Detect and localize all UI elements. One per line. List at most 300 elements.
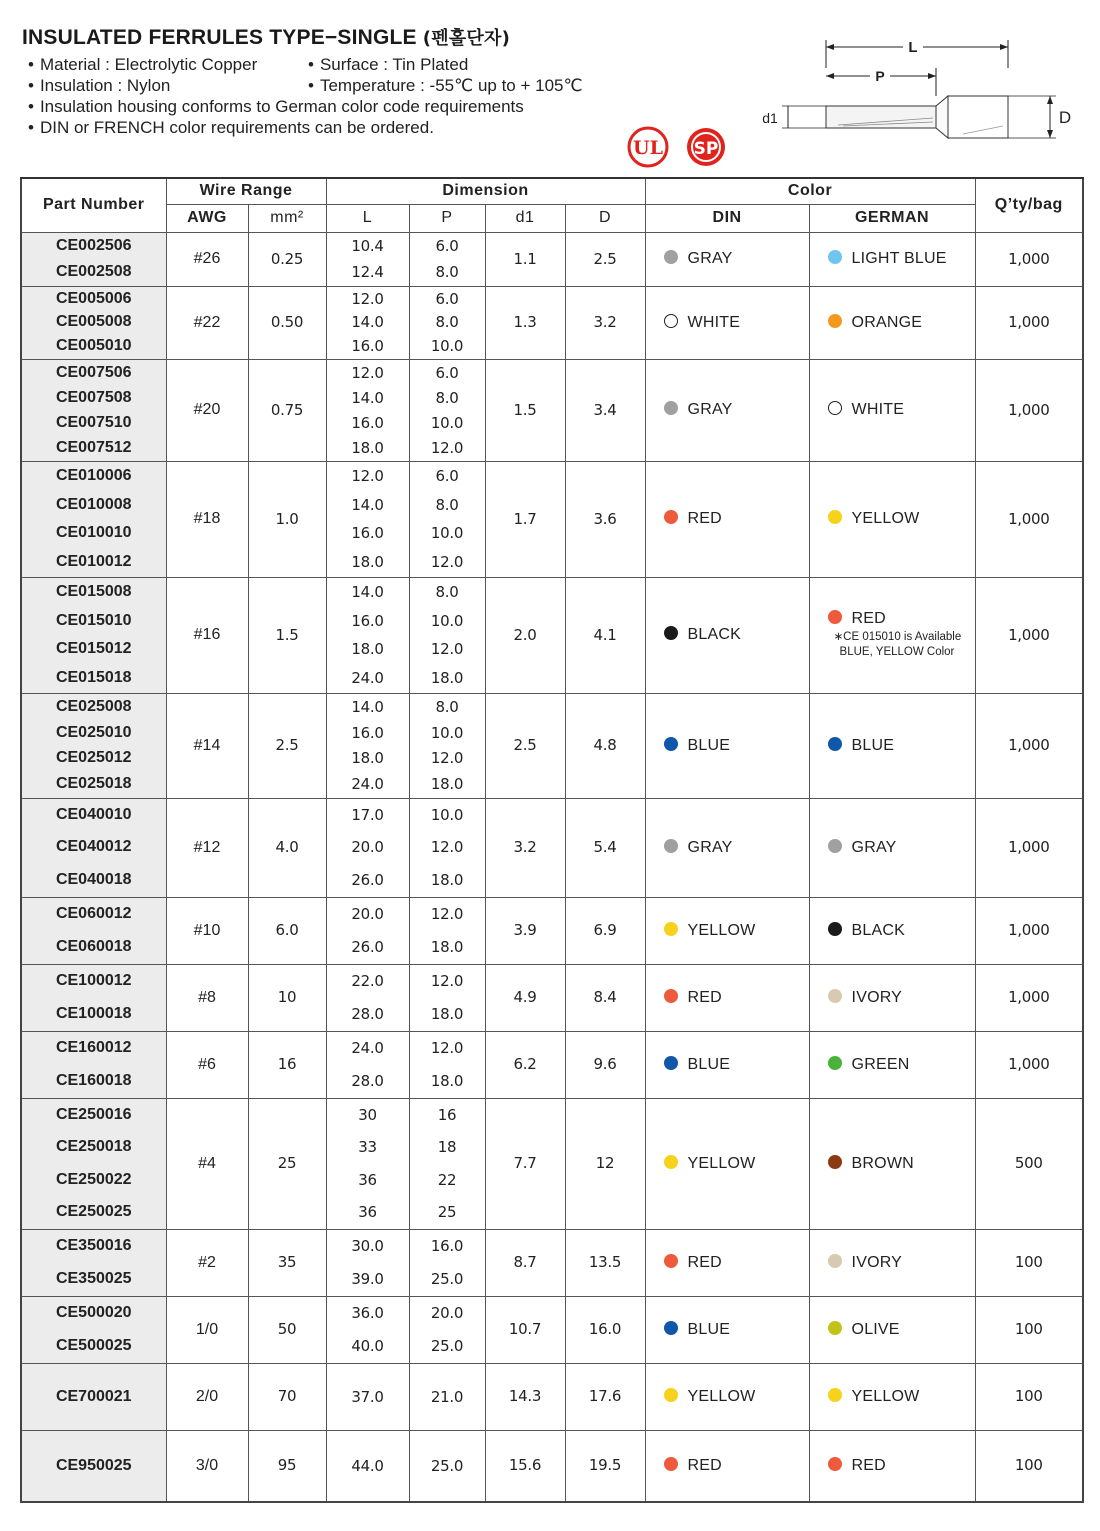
part-number: CE700021 — [55, 1387, 132, 1405]
awg-cell — [166, 1296, 248, 1363]
header-wire-range: Wire Range — [166, 178, 326, 204]
table-row — [21, 1098, 1083, 1229]
dim-D-cell-value: 16.0 — [588, 1320, 622, 1338]
german-color-name: GRAY — [851, 838, 897, 856]
dim-P-cell — [409, 897, 485, 964]
qty-cell — [975, 1031, 1083, 1098]
awg-cell — [166, 232, 248, 286]
awg-cell-value: #22 — [193, 313, 221, 331]
dim-P: 10.0 — [430, 611, 464, 630]
dim-D-cell-value: 5.4 — [593, 838, 617, 856]
dim-P: 6.0 — [435, 289, 459, 308]
part-number: CE005010 — [55, 337, 132, 355]
dim-d1-cell — [485, 964, 565, 1031]
dim-d1-cell — [485, 798, 565, 897]
ul-logo-text: UL — [633, 137, 663, 159]
awg-cell-value: #6 — [198, 1055, 216, 1073]
mm2-cell — [248, 461, 326, 577]
mm2-cell — [248, 577, 326, 693]
part-number-cell — [21, 964, 166, 1031]
part-number: CE350016 — [55, 1237, 132, 1255]
mm2-cell — [248, 1363, 326, 1430]
ferrule-spec-table — [20, 177, 1084, 1503]
german-color-cell — [809, 1229, 975, 1296]
dim-L: 16.0 — [351, 337, 384, 356]
part-number: CE005008 — [55, 313, 132, 331]
awg-cell — [166, 1363, 248, 1430]
part-number: CE002508 — [55, 263, 132, 280]
german-color-name: BLUE — [851, 736, 895, 754]
german-color-name: GREEN — [851, 1055, 910, 1073]
mm2-cell — [248, 1296, 326, 1363]
qty-cell-value: 1,000 — [1008, 625, 1050, 644]
german-color-cell — [809, 232, 975, 286]
mm2-cell — [248, 1031, 326, 1098]
dim-P: 25.0 — [430, 1336, 464, 1355]
german-color-name: ORANGE — [851, 313, 923, 331]
header-dimension: Dimension — [326, 178, 645, 204]
part-number-cell — [21, 1296, 166, 1363]
dim-D-cell-value: 13.5 — [588, 1253, 622, 1271]
dim-P-cell — [409, 1296, 485, 1363]
color-dot-icon — [664, 839, 678, 853]
qty-cell — [975, 286, 1083, 359]
dim-D-cell-value: 3.6 — [593, 509, 617, 528]
dim-P-cell — [409, 1031, 485, 1098]
dim-D-cell — [565, 1363, 645, 1430]
part-number: CE025012 — [55, 749, 132, 767]
dim-d1-cell-value: 10.7 — [508, 1320, 542, 1338]
dim-L: 40.0 — [351, 1336, 384, 1355]
dim-d1-cell — [485, 461, 565, 577]
dim-P: 18.0 — [430, 937, 464, 956]
ferrule-dimension-diagram — [758, 38, 1078, 148]
qty-cell-value: 1,000 — [1008, 838, 1050, 856]
din-color-name: YELLOW — [687, 1387, 756, 1405]
table-row — [21, 461, 1083, 577]
header-mm2: mm² — [248, 204, 326, 232]
dim-L: 14.0 — [351, 388, 384, 407]
part-number: CE040010 — [55, 806, 132, 824]
mm2-cell-value: 6.0 — [275, 921, 299, 939]
dim-P: 12.0 — [430, 838, 464, 857]
dim-L: 28.0 — [351, 1004, 384, 1023]
qty-cell — [975, 1363, 1083, 1430]
mm2-cell — [248, 1430, 326, 1502]
dim-P: 18.0 — [430, 668, 464, 687]
dim-L-label: L — [908, 39, 918, 56]
dim-L: 18.0 — [351, 438, 384, 457]
dim-d1-cell-value: 7.7 — [513, 1154, 537, 1172]
table-body — [21, 232, 1083, 1502]
qty-cell-value: 500 — [1014, 1154, 1043, 1172]
awg-cell-value: #4 — [198, 1154, 216, 1172]
mm2-cell — [248, 1229, 326, 1296]
dim-P: 10.0 — [430, 413, 464, 432]
din-color-name: RED — [687, 988, 722, 1006]
part-number-cell — [21, 693, 166, 798]
din-color-name: BLUE — [687, 1055, 731, 1073]
dim-L: 16.0 — [351, 413, 384, 432]
qty-cell-value: 1,000 — [1008, 988, 1050, 1006]
dim-P: 25.0 — [430, 1456, 464, 1475]
dim-L-cell — [326, 577, 409, 693]
qty-cell-value: 1,000 — [1008, 400, 1050, 419]
ul-logo-icon — [626, 125, 670, 169]
dim-P: 18 — [437, 1138, 457, 1157]
qty-cell-value: 1,000 — [1008, 1055, 1050, 1073]
mm2-cell-value: 0.25 — [270, 249, 304, 268]
dim-D-cell — [565, 577, 645, 693]
german-color-note-2: BLUE, YELLOW Color — [839, 646, 955, 658]
dim-P-cell — [409, 461, 485, 577]
dim-L: 30.0 — [351, 1237, 384, 1256]
dim-L: 14.0 — [351, 495, 384, 514]
dim-P: 12.0 — [430, 552, 464, 571]
awg-cell-value: #12 — [193, 838, 221, 856]
table-row — [21, 964, 1083, 1031]
header-part-number: Part Number — [21, 178, 166, 232]
din-color-cell — [645, 1031, 809, 1098]
color-dot-icon — [828, 1254, 842, 1268]
german-color-cell — [809, 1430, 975, 1502]
dim-L-cell — [326, 232, 409, 286]
awg-cell-value: 2/0 — [195, 1387, 219, 1405]
dim-L: 36 — [358, 1202, 377, 1221]
part-number: CE015010 — [55, 611, 132, 629]
color-dot-icon — [828, 839, 842, 853]
dim-L: 26.0 — [351, 870, 384, 889]
mm2-cell-value: 1.0 — [275, 509, 299, 528]
din-color-cell — [645, 897, 809, 964]
dim-P: 12.0 — [430, 749, 464, 768]
german-color-name: IVORY — [851, 988, 903, 1006]
mm2-cell-value: 0.75 — [270, 400, 304, 419]
mm2-cell — [248, 359, 326, 461]
din-color-name: RED — [687, 1456, 722, 1474]
german-color-name: BROWN — [851, 1154, 914, 1172]
part-number: CE007510 — [55, 413, 132, 431]
part-number: CE500025 — [55, 1336, 132, 1354]
color-dot-icon — [664, 989, 678, 1003]
mm2-cell — [248, 693, 326, 798]
din-color-cell — [645, 1229, 809, 1296]
dim-P: 20.0 — [430, 1304, 464, 1323]
dim-P: 8.0 — [435, 697, 459, 716]
dim-L: 16.0 — [351, 723, 384, 742]
qty-cell-value: 100 — [1014, 1387, 1043, 1405]
din-color-name: GRAY — [687, 250, 733, 267]
mm2-cell-value: 10 — [277, 988, 297, 1006]
mm2-cell-value: 35 — [277, 1253, 297, 1271]
dim-P: 10.0 — [430, 524, 464, 543]
dim-P: 10.0 — [430, 806, 464, 825]
mm2-cell-value: 1.5 — [275, 625, 299, 644]
dim-L-cell — [326, 359, 409, 461]
dim-P: 25.0 — [430, 1269, 464, 1288]
part-number: CE160018 — [55, 1071, 132, 1089]
part-number-cell — [21, 577, 166, 693]
dim-d1-cell — [485, 577, 565, 693]
dim-P-cell — [409, 1098, 485, 1229]
dim-L: 20.0 — [351, 905, 384, 924]
mm2-cell-value: 0.50 — [270, 313, 304, 331]
dim-d1-cell — [485, 897, 565, 964]
table-row — [21, 286, 1083, 359]
mm2-cell-value: 25 — [277, 1154, 297, 1172]
color-dot-icon — [828, 737, 842, 751]
dim-d1-cell-value: 3.2 — [513, 838, 537, 856]
table-row — [21, 577, 1083, 693]
color-dot-icon — [828, 1457, 842, 1471]
part-number-cell — [21, 1229, 166, 1296]
dim-D-cell — [565, 1031, 645, 1098]
dim-L: 24.0 — [351, 668, 384, 687]
table-row — [21, 1296, 1083, 1363]
dim-d1-cell-value: 1.3 — [513, 313, 537, 331]
dim-L: 33 — [358, 1138, 377, 1157]
dim-L: 22.0 — [351, 972, 384, 991]
dim-P: 12.0 — [430, 972, 464, 991]
din-color-name: RED — [687, 510, 722, 527]
part-number: CE025010 — [55, 723, 132, 741]
dim-L: 30 — [358, 1106, 377, 1125]
german-color-name: IVORY — [851, 1253, 903, 1271]
dim-D-cell — [565, 286, 645, 359]
part-number: CE100018 — [55, 1004, 132, 1022]
part-number: CE015012 — [55, 640, 132, 658]
dim-P: 18.0 — [430, 870, 464, 889]
color-dot-icon — [828, 314, 842, 328]
color-dot-icon — [664, 250, 678, 264]
dim-P: 10.0 — [430, 337, 464, 356]
dim-L: 37.0 — [351, 1387, 384, 1406]
dim-P: 22 — [437, 1170, 457, 1189]
din-color-cell — [645, 964, 809, 1031]
dim-L: 36.0 — [351, 1304, 384, 1323]
dim-d1-cell-value: 8.7 — [513, 1253, 537, 1271]
dim-L-cell — [326, 461, 409, 577]
header-din: DIN — [645, 204, 809, 232]
dim-P-cell — [409, 232, 485, 286]
part-number: CE100012 — [55, 972, 132, 990]
dim-L-cell — [326, 798, 409, 897]
color-dot-icon — [828, 250, 842, 264]
qty-cell — [975, 359, 1083, 461]
color-dot-icon — [828, 401, 842, 415]
mm2-cell — [248, 897, 326, 964]
dim-P: 8.0 — [435, 313, 459, 332]
din-color-name: YELLOW — [687, 921, 756, 939]
awg-cell — [166, 1098, 248, 1229]
dim-d1-cell — [485, 1031, 565, 1098]
spec-housing: • Insulation housing conforms to German color code requirements — [28, 96, 524, 117]
german-color-cell — [809, 897, 975, 964]
dim-d1-cell — [485, 1229, 565, 1296]
dim-P: 18.0 — [430, 775, 464, 794]
awg-cell — [166, 1430, 248, 1502]
color-dot-icon — [664, 314, 678, 328]
mm2-cell-value: 95 — [277, 1456, 297, 1475]
color-dot-icon — [828, 610, 842, 624]
color-dot-icon — [664, 737, 678, 751]
dim-d1-cell — [485, 1296, 565, 1363]
din-color-cell — [645, 359, 809, 461]
qty-cell — [975, 1430, 1083, 1502]
qty-cell — [975, 897, 1083, 964]
dim-P-cell — [409, 693, 485, 798]
csa-logo-text: SP — [693, 139, 719, 159]
din-color-cell — [645, 1098, 809, 1229]
spec-din-french: • DIN or FRENCH color requirements can be ordered. — [28, 117, 434, 138]
dim-P: 8.0 — [435, 263, 459, 281]
dim-D-cell — [565, 798, 645, 897]
dim-L: 20.0 — [351, 838, 384, 857]
header-color: Color — [645, 178, 975, 204]
part-number-cell — [21, 1031, 166, 1098]
table-row — [21, 693, 1083, 798]
part-number: CE250025 — [55, 1202, 132, 1220]
din-color-cell — [645, 1430, 809, 1502]
awg-cell — [166, 286, 248, 359]
dim-P-cell — [409, 1363, 485, 1430]
dim-P: 12.0 — [430, 1039, 464, 1058]
dim-P: 12.0 — [430, 640, 464, 659]
dim-D-cell-value: 6.9 — [593, 921, 617, 939]
dim-L: 14.0 — [351, 583, 384, 602]
dim-P: 12.0 — [430, 438, 464, 457]
header-P: P — [409, 204, 485, 232]
awg-cell — [166, 798, 248, 897]
german-color-cell — [809, 286, 975, 359]
spec-insulation: • Insulation : Nylon — [28, 75, 170, 96]
part-number-cell — [21, 798, 166, 897]
dim-P-cell — [409, 359, 485, 461]
din-color-name: BLACK — [687, 626, 742, 643]
dim-D-cell — [565, 964, 645, 1031]
dim-d1-cell — [485, 693, 565, 798]
german-color-cell — [809, 359, 975, 461]
part-number: CE015018 — [55, 668, 132, 686]
german-color-cell — [809, 461, 975, 577]
din-color-cell — [645, 693, 809, 798]
din-color-name: WHITE — [687, 313, 741, 331]
mm2-cell — [248, 798, 326, 897]
dim-L: 14.0 — [351, 697, 384, 716]
din-color-cell — [645, 232, 809, 286]
part-number: CE060018 — [55, 937, 132, 955]
awg-cell-value: 1/0 — [195, 1320, 219, 1338]
qty-cell-value: 1,000 — [1008, 921, 1050, 939]
part-number: CE010008 — [55, 495, 132, 513]
din-color-cell — [645, 461, 809, 577]
awg-cell — [166, 897, 248, 964]
dim-P: 16 — [437, 1106, 457, 1125]
german-color-cell — [809, 1031, 975, 1098]
german-color-name: OLIVE — [851, 1320, 900, 1338]
dim-P: 6.0 — [435, 467, 459, 486]
part-number: CE015008 — [55, 583, 132, 601]
table-row — [21, 897, 1083, 964]
part-number: CE002506 — [55, 237, 132, 254]
qty-cell — [975, 577, 1083, 693]
awg-cell — [166, 359, 248, 461]
part-number: CE025018 — [55, 775, 132, 793]
dim-L: 12.4 — [351, 263, 384, 281]
dim-L-cell — [326, 1363, 409, 1430]
dim-L: 36 — [358, 1170, 377, 1189]
part-number-cell — [21, 1098, 166, 1229]
dim-L: 44.0 — [351, 1456, 384, 1475]
dim-L: 16.0 — [351, 524, 384, 543]
header-german: GERMAN — [809, 204, 975, 232]
din-color-name: GRAY — [687, 838, 733, 856]
qty-cell-value: 1,000 — [1008, 249, 1050, 268]
dim-L: 12.0 — [351, 467, 384, 486]
dim-d1-cell-value: 4.9 — [513, 988, 537, 1006]
table-row — [21, 359, 1083, 461]
dim-L: 24.0 — [351, 1039, 384, 1058]
part-number: CE250018 — [55, 1138, 132, 1156]
spec-material: • Material : Electrolytic Copper — [28, 54, 257, 75]
german-color-cell — [809, 1098, 975, 1229]
dim-d1-cell — [485, 359, 565, 461]
german-color-name: LIGHT BLUE — [851, 250, 947, 267]
dim-P-cell — [409, 286, 485, 359]
dim-d1-cell-value: 2.0 — [513, 625, 537, 644]
spec-temperature: • Temperature : -55℃ up to + 105℃ — [308, 75, 583, 96]
color-dot-icon — [828, 1155, 842, 1169]
header-qty: Q’ty/bag — [975, 178, 1083, 232]
dim-d1-cell — [485, 1363, 565, 1430]
color-dot-icon — [828, 1321, 842, 1335]
qty-cell-value: 1,000 — [1008, 313, 1050, 331]
qty-cell-value: 1,000 — [1008, 736, 1050, 754]
qty-cell — [975, 693, 1083, 798]
dim-d1-cell-value: 15.6 — [508, 1456, 542, 1475]
qty-cell-value: 100 — [1014, 1456, 1043, 1475]
title-korean: (펜홀단자) — [422, 28, 511, 49]
german-color-name: YELLOW — [851, 1387, 920, 1405]
mm2-cell-value: 70 — [277, 1387, 297, 1405]
dim-L: 14.0 — [351, 313, 384, 332]
dim-D-cell — [565, 1296, 645, 1363]
header-L: L — [326, 204, 409, 232]
part-number: CE500020 — [55, 1304, 132, 1322]
dim-D-cell-value: 3.4 — [593, 400, 617, 419]
mm2-cell-value: 2.5 — [275, 736, 299, 754]
dim-P: 6.0 — [435, 237, 459, 255]
dim-d1-cell-value: 1.1 — [513, 249, 537, 268]
german-color-cell — [809, 964, 975, 1031]
dim-P: 8.0 — [435, 583, 459, 602]
part-number-cell — [21, 359, 166, 461]
color-dot-icon — [664, 922, 678, 936]
dim-D-cell-value: 8.4 — [593, 988, 617, 1006]
dim-P: 6.0 — [435, 363, 459, 382]
din-color-name: YELLOW — [687, 1154, 756, 1172]
german-color-cell — [809, 693, 975, 798]
mm2-cell — [248, 964, 326, 1031]
color-dot-icon — [664, 1056, 678, 1070]
dim-L: 17.0 — [351, 806, 384, 825]
dim-D-cell — [565, 1430, 645, 1502]
dim-D-cell — [565, 232, 645, 286]
awg-cell-value: #18 — [193, 510, 221, 527]
dim-d1-cell-value: 3.9 — [513, 921, 537, 939]
color-dot-icon — [664, 1155, 678, 1169]
dim-D-cell — [565, 1098, 645, 1229]
